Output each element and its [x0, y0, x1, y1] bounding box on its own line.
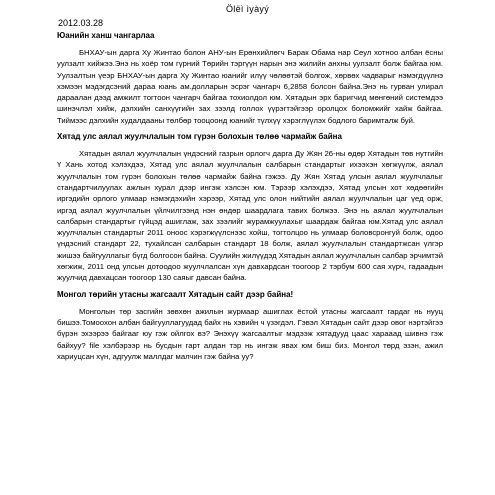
section-paragraph: БНХАУ-ын дарга Ху Жинтао болон АНУ-ын Ерөнхийлөгч Барак Обама нар Сеул хотноо албан ёсны уулзалт хийжээ.Энэ нь хоёр том гүрний Төрийн тэргүүн нарын энэ жилийн анхны уулзалт болж байгаа юм. Уулзалтын үеэр БНХАУ-ын дарга Ху Жинтао юанийг илүү чөлөөтэй болгож, хөрвөх чадварыг нэмэгдүүлнэ хэмээн мэдэгдсэний дараа юань ам.долларын эсрэг чангарч 6,2858 болсон байна.Энэ нь гурван улирал дараалан дээд амжилт тогтоон чангарч байгаа тохиолдол юм. Хятадын эрх баригчид мөнгөний системдээ шинэчлэл хийж, дэлхийн санхүүгийн зах зээлд голлох үүрэгтэйгээр оролцох боломжийг хайж байгаа. Тиймээс дэлхийн худалдааны төлбөр тооцоонд юанийг түлхүү хэрэглүүлэх бодлого баримталж буй. [57, 48, 443, 125]
document-date: 2012.03.28 [58, 18, 104, 28]
section-paragraph: Монголын төр засгийн зөвхөн ажилын журмаар ашиглах ёстой утасны жагсаалт гардаг нь нууц бишээ.Томоохон албан байгууллагуудад байх нь хэвийн ч үзэгдэл. Гэвэл Хятадын сайт дээр овог нэртэйгээ бүрэн эхээрээ байгааг юу гэж ойлгох вэ? Энэхүү жагсаалтыг мэдээж хятадууд цаас харааад шивнэ гэж байхуу? file хэлбэрээр нь бусдын гарт алдан тэр нь ингэж явах юм биш биз. Монгол төрд эзэн, ажил хариуцсан хүн, адгуулж маллдаг малчин гэж байна уу? [57, 306, 443, 361]
article-section-currency [57, 31, 443, 126]
article-section-tourism [57, 132, 443, 284]
section-paragraph: Хятадын аялал жуулчлалын үндэсний газрын орлогч дарга Ду Жян 26-ны өдөр Хятадын төв нутгийн Ү Хань хотод хэлэхдээ, Хятад улс аялал жуулчлалын салбарын стандартыг ихээхэн хөгжүүлж, аялал жуулчлалын том гүрэн болохын төлөө чармайж байна гэжээ. Ду Жян Хятад улсын аялал жуулчлалыг стандартчилуулах ажлын хурал дээр ингэж хэлсэн юм. Тэрээр хэлэхдээ, Хятад улсын хот хөдөөгийн иргэдийн орлого улмаар нэмэгдэхийн хэрээр, Хятад улс олон нийтийн аялал жуулчлалын цаг үед орж, иргэд аялал жуулчлалын үйлчилгээнд нэн өндөр шаардлага тавих болжээ. Энэ нь аялал жуулчлалын салбарын стандартыг гүйцэд ашиглаж, зах зээлийг журамжуулахыг шаардаж байгаа юм.Хятад улс аялал жуулчлалын стандартыг 2011 оноос хэрэгжүүлснээс хойш, тогтолцоо нь улмаар боловсронгуй болж, одоо үндэсний стандарт 22, тухайлсан салбарын стандарт 18 болж, аялал жуулчлалын стандартжсан үлгэр жишээ байгууллагыг бүгд болгосон байна. Суулийн жилүүдэд Хятадын аялал жуулчлалын салбар эрчимтэй хөгжиж, 2011 онд улсын дотоодоо жуулчлалсан хүн давхардсан тоогоор 2 тэрбум 600 сая хүрч, гадаадын жуулчид давхацсан тоогоор 130 саяыг давсан байна. [57, 149, 444, 283]
article-section-phone-list [57, 290, 443, 362]
section-heading: Монгол төрийн утасны жагсаалт Хятадын сайт дээр байна! [57, 289, 294, 299]
section-heading: Хятад улс аялал жуулчлалын том гүрэн болохын төлөө чармайж байна [57, 132, 342, 142]
section-heading: Юанийн ханш чангарлаа [57, 31, 155, 40]
document-body [57, 31, 443, 368]
page-header: Ölëì ìyàyý [225, 4, 269, 14]
